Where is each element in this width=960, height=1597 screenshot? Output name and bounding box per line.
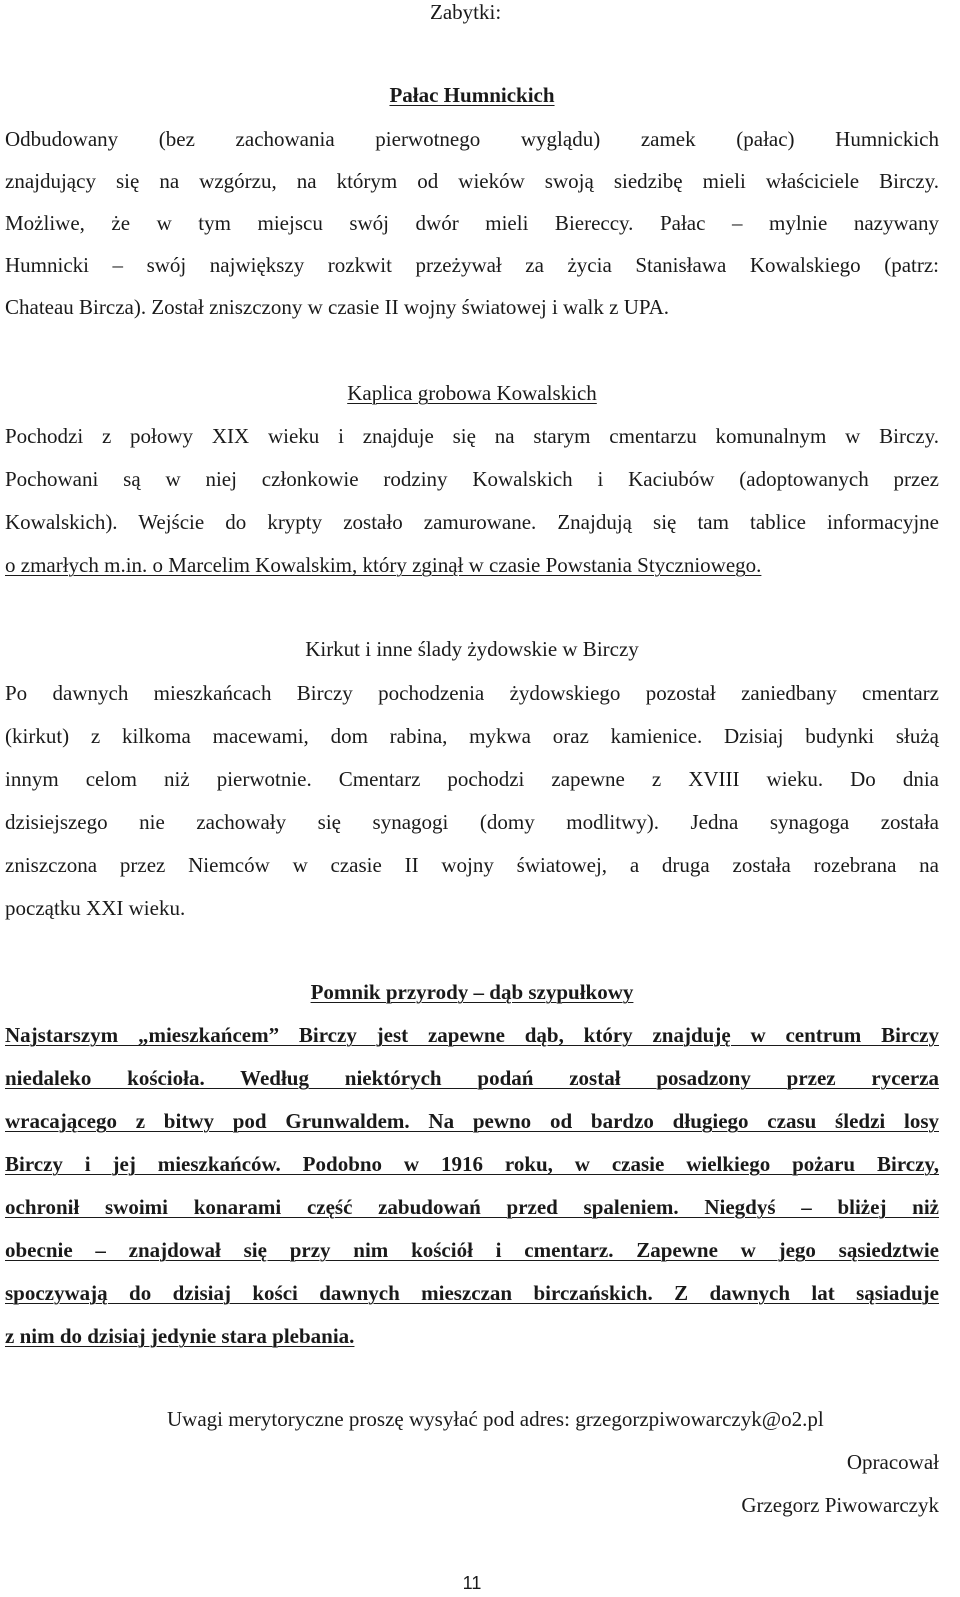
paragraph-line: z nim do dzisiaj jedynie stara plebania. [5, 1324, 355, 1348]
paragraph-line: (kirkut) z kilkoma macewami, dom rabina, mykwa oraz kamienice. Dzisiaj budynki służą [5, 724, 939, 748]
paragraph-line: Możliwe, że w tym miejscu swój dwór mieli Biereccy. Pałac – mylnie nazywany [5, 211, 939, 235]
paragraph-line: Najstarszym „mieszkańcem” Birczy jest zapewne dąb, który znajduję w centrum Birczy [5, 1023, 939, 1047]
paragraph-line: znajdujący się na wzgórzu, na którym od wieków swoją siedzibę mieli właściciele Birczy. [5, 169, 939, 193]
paragraph-line: niedaleko kościoła. Według niektórych podań został posadzony przez rycerza [5, 1066, 939, 1090]
section-title-palace: Pałac Humnickich [389, 83, 555, 107]
paragraph-line: wracającego z bitwy pod Grunwaldem. Na pewno od bardzo długiego czasu śledzi losy [5, 1109, 939, 1133]
paragraph-line: Birczy i jej mieszkańców. Podobno w 1916 roku, w czasie wielkiego pożaru Birczy, [5, 1152, 939, 1176]
paragraph-line: ochronił swoimi konarami część zabudowań przed spaleniem. Niegdyś – bliżej niż [5, 1195, 939, 1219]
paragraph-line: Kowalskich). Wejście do krypty zostało zamurowane. Znajdują się tam tablice informacyjne [5, 510, 939, 534]
paragraph-line: obecnie – znajdował się przy nim kościół i cmentarz. Zapewne w jego sąsiedztwie [5, 1238, 939, 1262]
paragraph-line: zniszczona przez Niemców w czasie II wojny światowej, a druga została rozebrana na [5, 853, 939, 877]
paragraph-line: innym celom niż pierwotnie. Cmentarz pochodzi zapewne z XVIII wieku. Do dnia [5, 767, 939, 791]
page-header: Zabytki: [430, 0, 502, 24]
section-title-chapel: Kaplica grobowa Kowalskich [347, 381, 597, 405]
paragraph-line: początku XXI wieku. [5, 896, 186, 920]
paragraph-line: Chateau Bircza). Został zniszczony w czasie II wojny światowej i walk z UPA. [5, 295, 670, 319]
paragraph-line: Odbudowany (bez zachowania pierwotnego wyglądu) zamek (pałac) Humnickich [5, 127, 939, 151]
paragraph-line: Pochodzi z połowy XIX wieku i znajduje się na starym cmentarzu komunalnym w Birczy. [5, 424, 939, 448]
paragraph-line: Humnicki – swój największy rozkwit przeżywał za życia Stanisława Kowalskiego (patrz: [5, 253, 939, 277]
section-title-oak: Pomnik przyrody – dąb szypułkowy [310, 980, 634, 1004]
paragraph-line: o zmarłych m.in. o Marcelim Kowalskim, który zginął w czasie Powstania Styczniowego. [5, 553, 762, 577]
section-title-kirkut: Kirkut i inne ślady żydowskie w Birczy [305, 637, 639, 661]
prepared-by-label: Opracował [846, 1450, 939, 1474]
page-number: 11 [462, 1573, 482, 1593]
paragraph-line: spoczywają do dzisiaj kości dawnych mieszczan birczańskich. Z dawnych lat sąsiaduje [5, 1281, 939, 1305]
paragraph-line: Po dawnych mieszkańcach Birczy pochodzenia żydowskiego pozostał zaniedbany cmentarz [5, 681, 939, 705]
contact-note: Uwagi merytoryczne proszę wysyłać pod adres: grzegorzpiwowarczyk@o2.pl [167, 1407, 824, 1431]
author-name: Grzegorz Piwowarczyk [741, 1493, 939, 1517]
paragraph-line: dzisiejszego nie zachowały się synagogi (domy modlitwy). Jedna synagoga została [5, 810, 939, 834]
paragraph-line: Pochowani są w niej członkowie rodziny Kowalskich i Kaciubów (adoptowanych przez [5, 467, 939, 491]
